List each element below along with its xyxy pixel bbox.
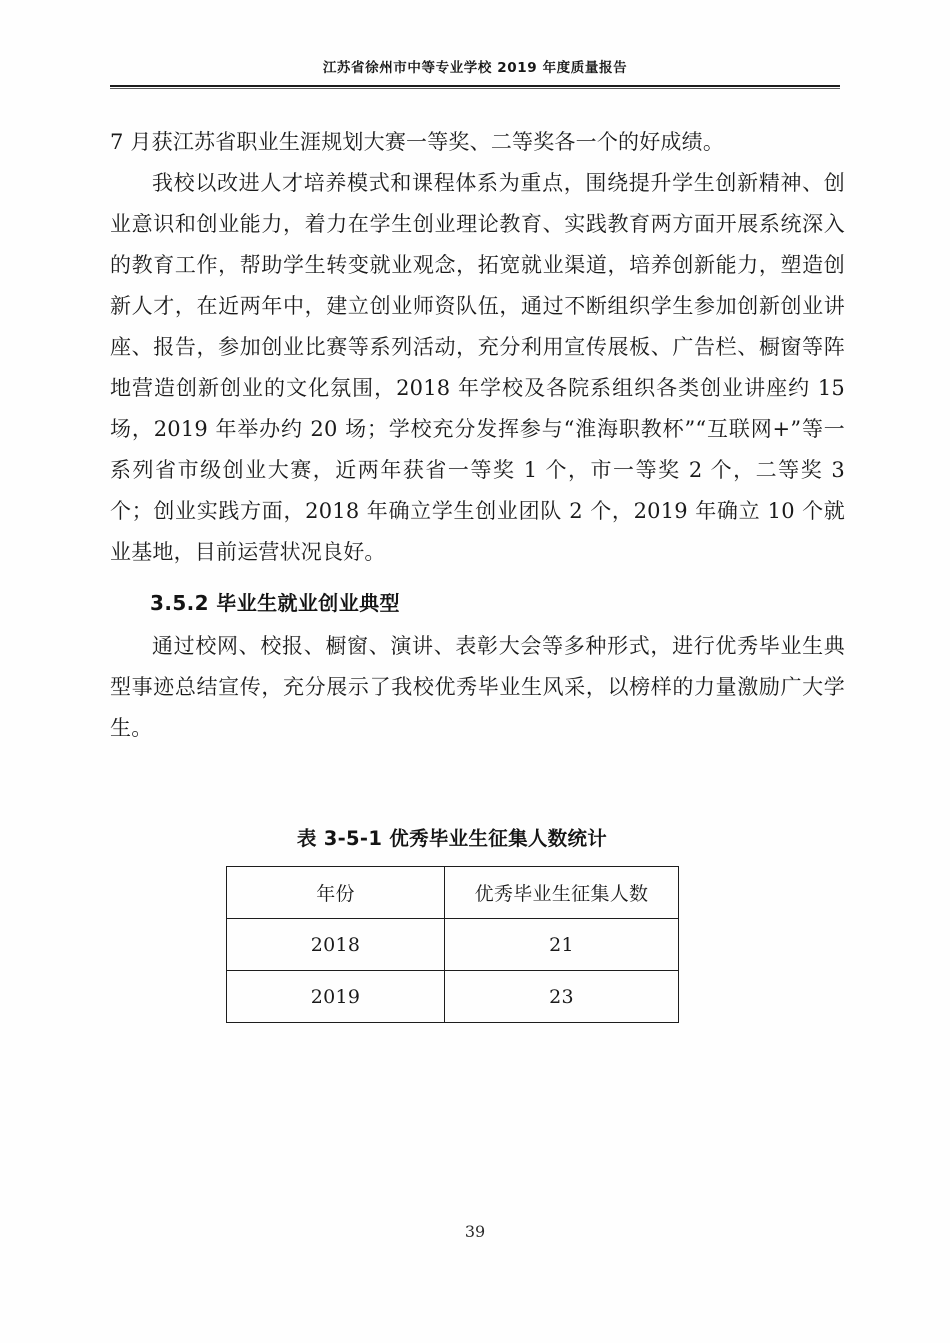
cell-year: 2018: [227, 919, 445, 971]
paragraph-graduate-models: 通过校网、校报、橱窗、演讲、表彰大会等多种形式，进行优秀毕业生典型事迹总结宣传，充分展示了我校优秀毕业生风采，以榜样的力量激励广大学生。: [110, 634, 845, 740]
section-heading-3-5-2: 3.5.2 毕业生就业创业典型: [150, 591, 400, 615]
page-number: 39: [464, 1222, 486, 1241]
table-caption: 表 3-5-1 优秀毕业生征集人数统计: [296, 827, 608, 850]
running-header-title: 江苏省徐州市中等专业学校 2019 年度质量报告: [322, 60, 628, 76]
cell-count: 21: [445, 919, 679, 971]
header-rule-divider: [110, 85, 840, 89]
graduate-statistics-table: [226, 866, 679, 1023]
table-row: [227, 919, 679, 971]
table-row: [227, 971, 679, 1023]
column-header-year: 年份: [227, 867, 445, 919]
paragraph-continuation: 7 月获江苏省职业生涯规划大赛一等奖、二等奖各一个的好成绩。: [110, 130, 725, 154]
column-header-count: 优秀毕业生征集人数: [445, 867, 679, 919]
table-block: [226, 824, 678, 1023]
table-header-row: [227, 867, 679, 919]
cell-year: 2019: [227, 971, 445, 1023]
paragraph-entrepreneurship: 我校以改进人才培养模式和课程体系为重点，围绕提升学生创新精神、创业意识和创业能力，着力在学生创业理论教育、实践教育两方面开展系统深入的教育工作，帮助学生转变就业观念，拓宽就业渠道，培养创新能力，塑造创新人才，在近两年中，建立创业师资队伍，通过不断组织学生参加创新创业讲座、报告，参加创业比赛等系列活动，充分利用宣传展板、广告栏、橱窗等阵地营造创新创业的文化氛围，2018 年学校及各院系组织各类创业讲座约 15 场，2019 年举办约 20 场；学校充分发挥参与“淮海职教杯”“互联网+”等一系列省市级创业大赛，近两年获省一等奖 1 个，市一等奖 2 个，二等奖 3 个；创业实践方面，2018 年确立学生创业团队 2 个，2019 年确立 10 个就业基地，目前运营状况良好。: [110, 171, 845, 564]
body-text-column: [110, 122, 845, 749]
cell-count: 23: [445, 971, 679, 1023]
